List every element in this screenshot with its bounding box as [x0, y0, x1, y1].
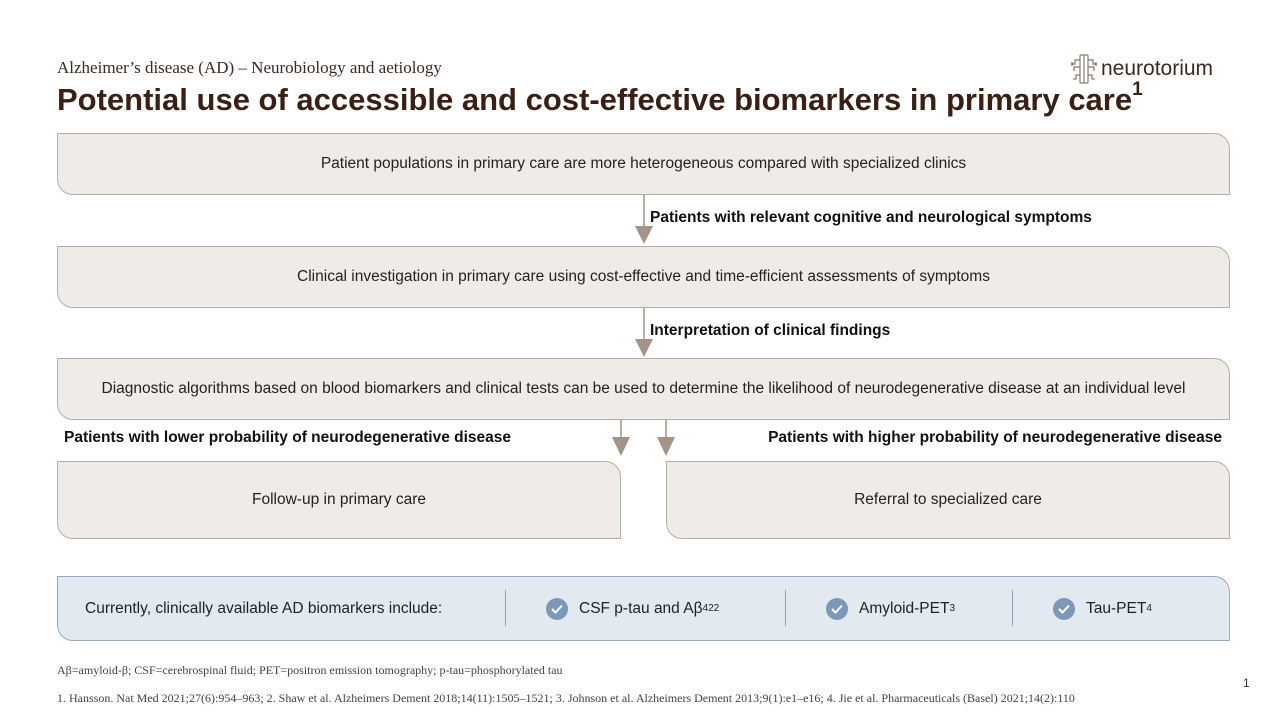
- logo-text: neurotorium: [1101, 57, 1214, 80]
- box-follow-up-text: Follow-up in primary care: [252, 491, 426, 508]
- label-lower-probability: Patients with lower probability of neurodegenerative disease: [64, 429, 512, 446]
- box-diagnostic-algorithms-text: Diagnostic algorithms based on blood biomarkers and clinical tests can be used to determine the likelihood of neurodegenerative disease at an individual level: [101, 380, 1186, 397]
- box-patient-populations: [57, 133, 1230, 195]
- page-number: 1: [1243, 676, 1250, 690]
- box-referral-text: Referral to specialized care: [854, 491, 1042, 508]
- title-reference: 1: [1132, 79, 1143, 100]
- divider: [505, 590, 506, 626]
- biomarker-item-csf: [546, 577, 719, 640]
- arrow-label-symptoms: Patients with relevant cognitive and neurological symptoms: [650, 209, 1092, 226]
- biomarker-bar: [57, 576, 1230, 641]
- brain-icon: [1071, 54, 1097, 84]
- check-icon: [1053, 598, 1075, 620]
- biomarker-amyloid-text: Amyloid-PET: [859, 599, 950, 617]
- page-title-text: Potential use of accessible and cost-effective biomarkers in primary care: [57, 82, 1133, 117]
- page-title: [57, 79, 1143, 118]
- biomarker-amyloid-ref: 3: [949, 603, 955, 614]
- footnote-references: 1. Hansson. Nat Med 2021;27(6):954–963; 2. Shaw et al. Alzheimers Dement 2018;14(11):1505–1521; 3. Johnson et al. Alzheimers Dement 2013;9(1):e1–e16; 4. Jie et al. Pharmaceuticals (Basel) 2021;14(2):110: [57, 691, 1075, 705]
- check-icon: [546, 598, 568, 620]
- biomarker-item-tau-pet: [1053, 577, 1152, 640]
- box-diagnostic-algorithms: [57, 358, 1230, 420]
- box-clinical-investigation-text: Clinical investigation in primary care using cost-effective and time-efficient assessments of symptoms: [297, 268, 990, 285]
- box-referral: [666, 461, 1230, 539]
- biomarker-item-amyloid-pet: [826, 577, 955, 640]
- biomarker-intro-text: Currently, clinically available AD biomarkers include:: [85, 599, 443, 617]
- neurotorium-logo: [1071, 54, 1213, 84]
- arrow-down-right: [656, 420, 676, 460]
- check-icon: [826, 598, 848, 620]
- biomarker-csf-ref: 2: [713, 603, 720, 614]
- biomarker-tau-text: Tau-PET: [1086, 599, 1147, 617]
- biomarker-csf-text: CSF p-tau and Aβ: [579, 599, 703, 617]
- biomarker-csf-subscript: 42: [702, 603, 714, 614]
- arrow-label-interpretation: Interpretation of clinical findings: [650, 322, 891, 339]
- box-follow-up: [57, 461, 621, 539]
- box-clinical-investigation: [57, 246, 1230, 308]
- section-subtitle: Alzheimer’s disease (AD) – Neurobiology and aetiology: [57, 58, 442, 77]
- label-higher-probability: Patients with higher probability of neurodegenerative disease: [768, 429, 1222, 446]
- biomarker-tau-ref: 4: [1146, 603, 1152, 614]
- box-patient-populations-text: Patient populations in primary care are more heterogeneous compared with specialized clinics: [320, 155, 967, 172]
- footnote-abbreviations: Aβ=amyloid-β; CSF=cerebrospinal fluid; PET=positron emission tomography; p-tau=phosphorylated tau: [57, 663, 563, 677]
- arrow-down-left: [611, 420, 631, 460]
- biomarker-intro: [85, 577, 442, 640]
- divider: [1012, 590, 1013, 626]
- divider: [785, 590, 786, 626]
